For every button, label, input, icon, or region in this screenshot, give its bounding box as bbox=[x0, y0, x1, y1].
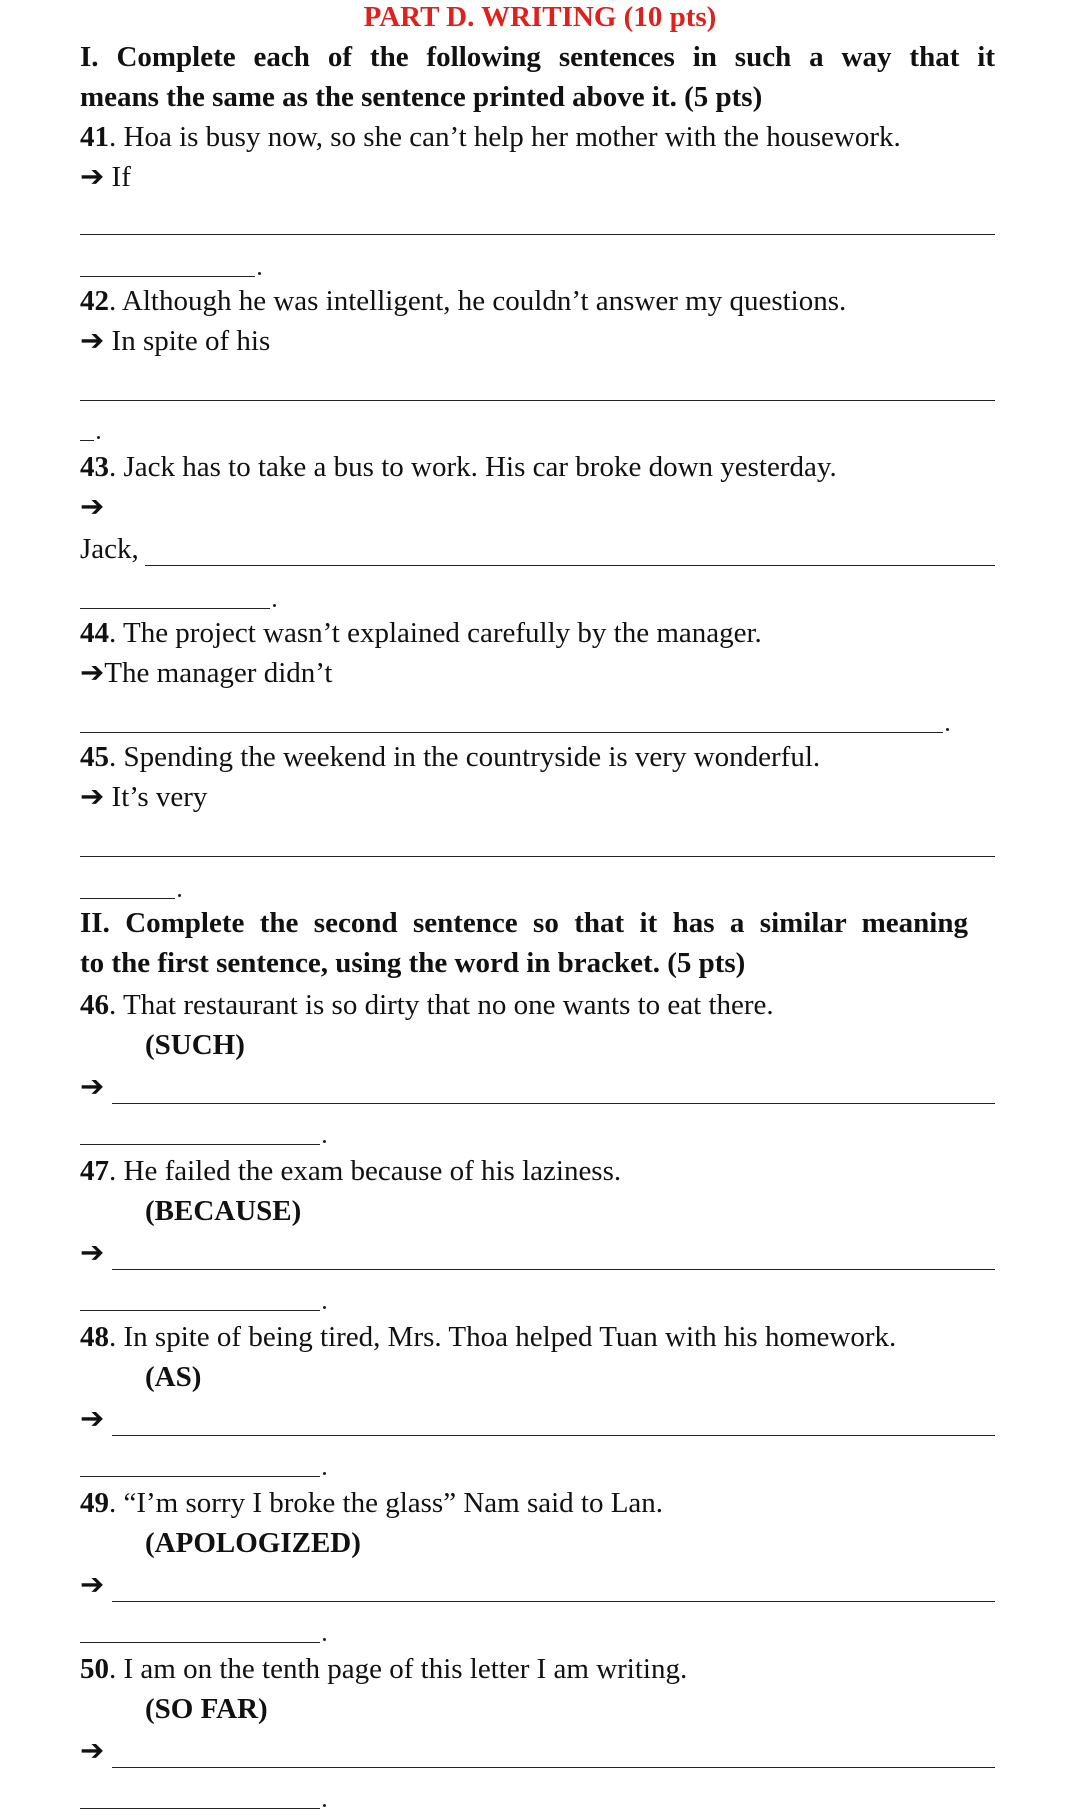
question-44: 44. The project wasn’t explained carefully by the manager. bbox=[80, 617, 762, 649]
section-1-heading-line-2: means the same as the sentence printed above it. (5 pts) bbox=[80, 81, 763, 113]
question-47-keyword: (BECAUSE) bbox=[145, 1195, 302, 1227]
answer-line-46-end[interactable] bbox=[80, 1144, 320, 1145]
question-50-keyword: (SO FAR) bbox=[145, 1693, 268, 1725]
question-46-arrow: ➔ bbox=[80, 1071, 105, 1103]
question-46-keyword: (SUCH) bbox=[145, 1029, 245, 1061]
question-43: 43. Jack has to take a bus to work. His car broke down yesterday. bbox=[80, 451, 837, 483]
answer-line-44-period bbox=[946, 728, 949, 731]
answer-line-41-end[interactable] bbox=[80, 276, 255, 277]
answer-line-50-period bbox=[323, 1804, 326, 1807]
answer-line-47-end[interactable] bbox=[80, 1310, 320, 1311]
answer-line-45-period bbox=[178, 894, 181, 897]
answer-line-45-end[interactable] bbox=[80, 898, 175, 899]
question-50: 50. I am on the tenth page of this letter I am writing. bbox=[80, 1653, 688, 1685]
question-50-arrow: ➔ bbox=[80, 1735, 105, 1767]
answer-line-47-period bbox=[323, 1306, 326, 1309]
page-title: PART D. WRITING (10 pts) bbox=[363, 1, 717, 33]
answer-line-43-end[interactable] bbox=[80, 608, 270, 609]
question-41: 41. Hoa is busy now, so she can’t help her mother with the housework. bbox=[80, 121, 901, 153]
answer-line-49-end[interactable] bbox=[80, 1642, 320, 1643]
question-48-arrow: ➔ bbox=[80, 1403, 105, 1435]
answer-line-46-period bbox=[323, 1140, 326, 1143]
question-46: 46. That restaurant is so dirty that no one wants to eat there. bbox=[80, 989, 774, 1021]
question-41-prompt: ➔ If bbox=[80, 161, 131, 193]
section-2-heading-line-1: II. Complete the second sentence so that it has a similar meaning bbox=[80, 907, 968, 939]
answer-line-50[interactable] bbox=[112, 1767, 995, 1768]
answer-line-41[interactable] bbox=[80, 234, 995, 235]
answer-line-42[interactable] bbox=[80, 400, 995, 401]
answer-line-48-period bbox=[323, 1472, 326, 1475]
answer-line-42-end[interactable] bbox=[80, 440, 94, 441]
question-43-prompt: Jack, bbox=[80, 533, 139, 565]
question-44-prompt: ➔The manager didn’t bbox=[80, 657, 333, 689]
answer-line-48-end[interactable] bbox=[80, 1476, 320, 1477]
answer-line-45[interactable] bbox=[80, 856, 995, 857]
question-47-arrow: ➔ bbox=[80, 1237, 105, 1269]
question-45: 45. Spending the weekend in the countryside is very wonderful. bbox=[80, 741, 821, 773]
answer-line-47[interactable] bbox=[112, 1269, 995, 1270]
question-43-arrow: ➔ bbox=[80, 491, 105, 523]
answer-line-41-period bbox=[258, 272, 261, 275]
answer-line-43[interactable] bbox=[145, 565, 995, 566]
answer-line-49-period bbox=[323, 1638, 326, 1641]
question-49: 49. “I’m sorry I broke the glass” Nam said to Lan. bbox=[80, 1487, 664, 1519]
answer-line-48[interactable] bbox=[112, 1435, 995, 1436]
question-42: 42. Although he was intelligent, he couldn’t answer my questions. bbox=[80, 285, 847, 317]
question-47: 47. He failed the exam because of his laziness. bbox=[80, 1155, 622, 1187]
answer-line-49[interactable] bbox=[112, 1601, 995, 1602]
question-42-prompt: ➔ In spite of his bbox=[80, 325, 271, 357]
question-45-prompt: ➔ It’s very bbox=[80, 781, 208, 813]
question-48-keyword: (AS) bbox=[145, 1361, 202, 1393]
answer-line-42-period bbox=[97, 436, 100, 439]
answer-line-46[interactable] bbox=[112, 1103, 995, 1104]
answer-line-43-period bbox=[273, 604, 276, 607]
answer-line-50-end[interactable] bbox=[80, 1808, 320, 1809]
question-49-keyword: (APOLOGIZED) bbox=[145, 1527, 361, 1559]
answer-line-44[interactable] bbox=[80, 732, 943, 733]
section-2-heading-line-2: to the first sentence, using the word in bracket. (5 pts) bbox=[80, 947, 746, 979]
question-48: 48. In spite of being tired, Mrs. Thoa helped Tuan with his homework. bbox=[80, 1321, 897, 1353]
question-49-arrow: ➔ bbox=[80, 1569, 105, 1601]
section-1-heading-line-1: I. Complete each of the following sentences in such a way that it bbox=[80, 41, 995, 73]
